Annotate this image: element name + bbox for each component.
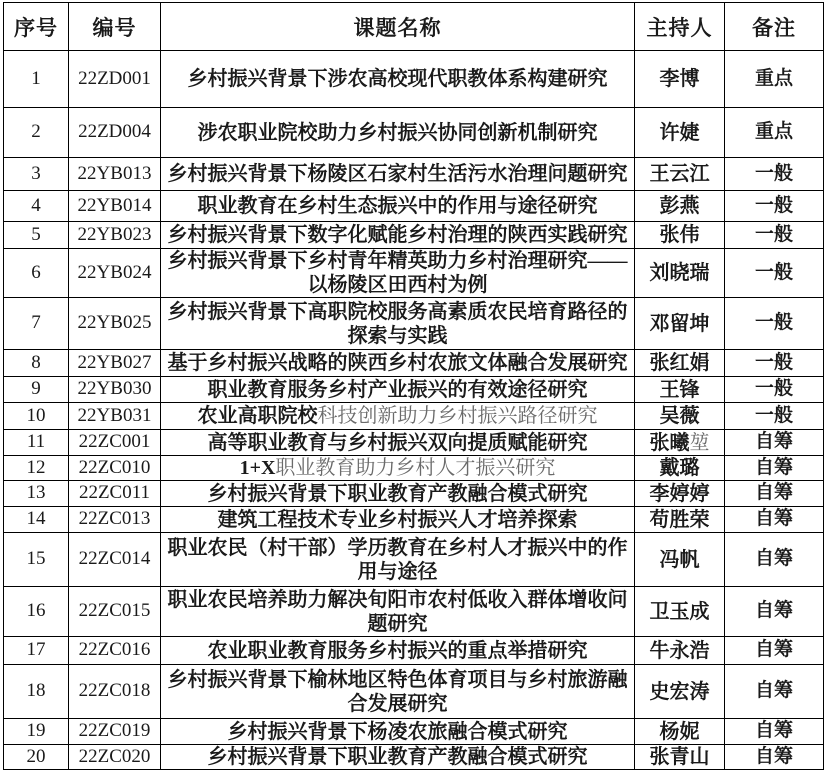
code-cell: 22ZC014 — [69, 533, 161, 587]
text-segment: 彭燕 — [659, 195, 700, 217]
serial-cell: 6 — [4, 249, 69, 298]
title-line — [163, 249, 632, 273]
note-cell: 自筹 — [725, 637, 824, 665]
title-line — [163, 67, 632, 91]
header-serial: 序号 — [4, 3, 69, 51]
serial-cell: 4 — [4, 191, 69, 222]
serial-cell: 8 — [4, 350, 69, 377]
host-cell — [635, 587, 725, 637]
serial-cell: 20 — [4, 745, 69, 770]
text-segment: 张伟 — [659, 224, 700, 246]
code-cell: 22ZC001 — [69, 430, 161, 456]
title-line — [163, 162, 632, 186]
code-cell: 22YB030 — [69, 377, 161, 403]
title-line — [163, 560, 632, 584]
text-segment: 戴璐 — [659, 457, 700, 479]
table-header — [4, 3, 824, 51]
text-segment: 农业高职院校 — [197, 405, 318, 427]
note-cell: 重点 — [725, 51, 824, 108]
text-segment: 张红娟 — [649, 352, 710, 374]
title-cell — [161, 158, 635, 191]
text-segment: 农业职业教育服务乡村振兴的重点举措研究 — [207, 639, 588, 662]
text-segment: 冯帆 — [659, 548, 700, 571]
host-cell — [635, 51, 725, 108]
title-line — [163, 482, 632, 506]
title-line — [163, 612, 632, 636]
table-row — [4, 745, 824, 770]
table-row — [4, 533, 824, 587]
serial-cell: 3 — [4, 158, 69, 191]
title-line — [163, 692, 632, 716]
text-segment: 合发展研究 — [347, 692, 448, 715]
text-segment: 高等职业教育与乡村振兴双向提质赋能研究 — [207, 431, 588, 454]
serial-cell: 16 — [4, 587, 69, 637]
table-row — [4, 222, 824, 249]
table-row — [4, 191, 824, 222]
code-cell: 22ZC018 — [69, 665, 161, 719]
serial-cell: 17 — [4, 637, 69, 665]
code-cell: 22YB025 — [69, 298, 161, 350]
host-cell — [635, 481, 725, 507]
title-cell — [161, 249, 635, 298]
host-cell — [635, 158, 725, 191]
text-segment: 1+X — [239, 457, 276, 479]
text-segment: 卫玉成 — [649, 600, 710, 623]
text-segment: 乡村振兴背景下杨陵区石家村生活污水治理问题研究 — [167, 163, 628, 185]
serial-cell: 1 — [4, 51, 69, 108]
text-segment: 科技创新助力乡村振兴路径研究 — [317, 405, 598, 427]
title-cell — [161, 507, 635, 533]
title-line — [163, 404, 632, 428]
text-segment: 李婷婷 — [649, 482, 710, 505]
table-row — [4, 249, 824, 298]
serial-cell: 5 — [4, 222, 69, 249]
title-line — [163, 639, 632, 663]
title-line — [163, 324, 632, 348]
table-body — [4, 51, 824, 770]
title-cell — [161, 222, 635, 249]
title-cell — [161, 191, 635, 222]
title-cell — [161, 719, 635, 745]
host-cell — [635, 350, 725, 377]
code-cell: 22YB024 — [69, 249, 161, 298]
text-segment: 邓留坤 — [649, 312, 710, 335]
code-cell: 22ZC020 — [69, 745, 161, 770]
serial-cell: 11 — [4, 430, 69, 456]
header-code: 编号 — [69, 3, 161, 51]
title-cell — [161, 377, 635, 403]
text-segment: 涉农职业院校助力乡村振兴协同创新机制研究 — [197, 121, 598, 144]
title-cell — [161, 637, 635, 665]
title-line — [163, 745, 632, 769]
serial-cell: 18 — [4, 665, 69, 719]
text-segment: 乡村振兴背景下杨凌农旅融合模式研究 — [227, 720, 568, 743]
note-cell: 自筹 — [725, 665, 824, 719]
text-segment: 职业农民（村干部）学历教育在乡村人才振兴中的作 — [167, 536, 628, 559]
table-row — [4, 108, 824, 158]
table-row — [4, 430, 824, 456]
table-row — [4, 158, 824, 191]
serial-cell: 19 — [4, 719, 69, 745]
code-cell: 22ZC015 — [69, 587, 161, 637]
table-row — [4, 298, 824, 350]
title-line — [163, 668, 632, 692]
serial-cell: 9 — [4, 377, 69, 403]
host-cell — [635, 222, 725, 249]
header-host: 主持人 — [635, 3, 725, 51]
title-line — [163, 273, 632, 297]
note-cell: 自筹 — [725, 719, 824, 745]
header-title: 课题名称 — [161, 3, 635, 51]
title-cell — [161, 587, 635, 637]
text-segment: 吴薇 — [659, 405, 700, 427]
title-cell — [161, 456, 635, 481]
code-cell: 22ZC010 — [69, 456, 161, 481]
host-cell — [635, 108, 725, 158]
text-segment: 张曦 — [649, 431, 690, 454]
text-segment: 李博 — [659, 68, 700, 90]
title-cell — [161, 665, 635, 719]
text-segment: 乡村振兴背景下数字化赋能乡村治理的陕西实践研究 — [167, 224, 628, 246]
text-segment: 以杨陵区田西村为例 — [307, 274, 488, 296]
code-cell: 22YB031 — [69, 403, 161, 430]
code-cell: 22ZD004 — [69, 108, 161, 158]
title-line — [163, 720, 632, 744]
host-cell — [635, 298, 725, 350]
text-segment: 职业农民培养助力解决旬阳市农村低收入群体增收问 — [167, 588, 628, 611]
projects-table — [3, 2, 824, 770]
title-line — [163, 194, 632, 218]
text-segment: 乡村振兴背景下职业教育产教融合模式研究 — [207, 482, 588, 505]
serial-cell: 2 — [4, 108, 69, 158]
text-segment: 史宏涛 — [649, 680, 710, 703]
table-row — [4, 403, 824, 430]
note-cell: 自筹 — [725, 533, 824, 587]
note-cell: 一般 — [725, 191, 824, 222]
text-segment: 苟胜荣 — [649, 508, 710, 531]
note-cell: 自筹 — [725, 430, 824, 456]
code-cell: 22ZC016 — [69, 637, 161, 665]
title-line — [163, 588, 632, 612]
note-cell: 一般 — [725, 158, 824, 191]
note-cell: 自筹 — [725, 507, 824, 533]
table-row — [4, 587, 824, 637]
title-cell — [161, 481, 635, 507]
note-cell: 自筹 — [725, 745, 824, 770]
table-row — [4, 719, 824, 745]
title-cell — [161, 350, 635, 377]
title-cell — [161, 298, 635, 350]
text-segment: 职业教育服务乡村产业振兴的有效途径研究 — [207, 378, 588, 401]
text-segment: 堃 — [689, 431, 710, 454]
text-segment: 王云江 — [649, 163, 710, 185]
serial-cell: 15 — [4, 533, 69, 587]
text-segment: 乡村振兴背景下乡村青年精英助力乡村治理研究—— — [167, 250, 628, 272]
code-cell: 22YB023 — [69, 222, 161, 249]
text-segment: 杨妮 — [659, 720, 700, 743]
serial-cell: 10 — [4, 403, 69, 430]
host-cell — [635, 191, 725, 222]
code-cell: 22YB027 — [69, 350, 161, 377]
table-row — [4, 51, 824, 108]
host-cell — [635, 719, 725, 745]
text-segment: 建筑工程技术专业乡村振兴人才培养探索 — [217, 508, 578, 531]
serial-cell: 14 — [4, 507, 69, 533]
note-cell: 一般 — [725, 377, 824, 403]
code-cell: 22ZC019 — [69, 719, 161, 745]
text-segment: 乡村振兴背景下职业教育产教融合模式研究 — [207, 746, 588, 768]
title-cell — [161, 533, 635, 587]
code-cell: 22ZC013 — [69, 507, 161, 533]
host-cell — [635, 665, 725, 719]
title-cell — [161, 430, 635, 456]
title-line — [163, 378, 632, 402]
note-cell: 一般 — [725, 350, 824, 377]
code-cell: 22ZC011 — [69, 481, 161, 507]
note-cell: 一般 — [725, 222, 824, 249]
host-cell — [635, 637, 725, 665]
text-segment: 乡村振兴背景下高职院校服务高素质农民培育路径的 — [167, 300, 628, 323]
title-cell — [161, 108, 635, 158]
host-cell — [635, 745, 725, 770]
title-cell — [161, 745, 635, 770]
text-segment: 探索与实践 — [347, 324, 448, 347]
text-segment: 许婕 — [659, 121, 700, 144]
serial-cell: 7 — [4, 298, 69, 350]
text-segment: 张青山 — [649, 746, 710, 768]
title-line — [163, 456, 632, 480]
table-row — [4, 350, 824, 377]
note-cell: 一般 — [725, 298, 824, 350]
header-note: 备注 — [725, 3, 824, 51]
title-cell — [161, 51, 635, 108]
note-cell: 一般 — [725, 249, 824, 298]
header-row — [4, 3, 824, 51]
title-line — [163, 223, 632, 247]
title-line — [163, 300, 632, 324]
title-line — [163, 121, 632, 145]
table-row — [4, 481, 824, 507]
text-segment: 题研究 — [367, 612, 428, 635]
host-cell — [635, 430, 725, 456]
code-cell: 22ZD001 — [69, 51, 161, 108]
text-segment: 王锋 — [659, 378, 700, 401]
serial-cell: 12 — [4, 456, 69, 481]
table-row — [4, 637, 824, 665]
host-cell — [635, 403, 725, 430]
text-segment: 职业教育在乡村生态振兴中的作用与途径研究 — [197, 195, 598, 217]
host-cell — [635, 456, 725, 481]
title-line — [163, 508, 632, 532]
text-segment: 刘晓瑞 — [649, 262, 710, 284]
text-segment: 用与途径 — [357, 560, 438, 583]
title-cell — [161, 403, 635, 430]
host-cell — [635, 533, 725, 587]
code-cell: 22YB013 — [69, 158, 161, 191]
note-cell: 自筹 — [725, 456, 824, 481]
host-cell — [635, 249, 725, 298]
text-segment: 职业教育助力乡村人才振兴研究 — [275, 457, 556, 479]
table-row — [4, 456, 824, 481]
serial-cell: 13 — [4, 481, 69, 507]
table-row — [4, 507, 824, 533]
text-segment: 乡村振兴背景下榆林地区特色体育项目与乡村旅游融 — [167, 668, 628, 691]
table-row — [4, 377, 824, 403]
note-cell: 自筹 — [725, 587, 824, 637]
title-line — [163, 536, 632, 560]
table-row — [4, 665, 824, 719]
note-cell: 一般 — [725, 403, 824, 430]
note-cell: 自筹 — [725, 481, 824, 507]
title-line — [163, 431, 632, 455]
text-segment: 乡村振兴背景下涉农高校现代职教体系构建研究 — [187, 68, 608, 90]
code-cell: 22YB014 — [69, 191, 161, 222]
text-segment: 基于乡村振兴战略的陕西乡村农旅文体融合发展研究 — [167, 352, 628, 374]
host-cell — [635, 377, 725, 403]
title-line — [163, 351, 632, 375]
text-segment: 牛永浩 — [649, 639, 710, 662]
host-cell — [635, 507, 725, 533]
note-cell: 重点 — [725, 108, 824, 158]
